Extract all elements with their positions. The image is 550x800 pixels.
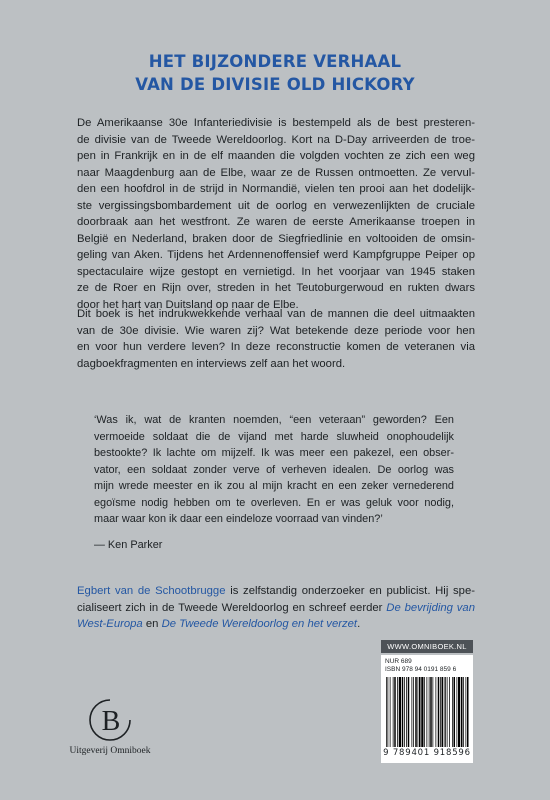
barcode-bar <box>454 677 456 747</box>
barcode-bar <box>429 677 430 747</box>
author-bio-text-2: cialiseert zich in de Tweede Wereldoorlog en schreef eerder <box>77 601 387 614</box>
barcode-bar <box>466 677 467 747</box>
barcode-bar <box>436 677 437 747</box>
quote-line: vator, een soldaat zonder verve of verheven idealen. De oorlog was <box>94 463 454 476</box>
barcode-bar <box>438 677 440 747</box>
intro-line: naar Maagdenburg aan de Elbe, waar ze de Russen ontmoetten. Ze vervul- <box>77 166 475 179</box>
intro-line: doorbraak aan het westfront. Ze waren de eerste Amerikaanse troepen in <box>77 216 475 229</box>
barcode-image <box>384 677 470 747</box>
barcode-bar <box>404 677 405 747</box>
author-name: Egbert van de Schootbrugge <box>77 585 226 597</box>
quote-line: bestookte? Ik lachte om mijzelf. Ik was meer een pakezel, een obser- <box>94 447 454 459</box>
barcode-bar <box>452 677 453 747</box>
quote-line: ‘Was ik, wat de kranten noemden, “een veteraan” geworden? Een <box>94 414 454 426</box>
barcode-bar <box>415 677 417 747</box>
nur-code: NUR 689 <box>385 658 412 665</box>
ean-number: 9 789401 918596 <box>383 748 471 758</box>
barcode-bar <box>421 677 423 747</box>
quote-line: vermoeide soldaat die de vijand met harde sluwheid onophoudelijk <box>94 430 454 443</box>
intro-line: door het hart van Duitsland op naar de Elbe. <box>77 299 299 312</box>
second-line: en voor hun verdere leven? In deze reconstructie komen de veteranen via <box>77 341 475 354</box>
author-bio-text-4: . <box>357 618 361 631</box>
author-bio <box>77 583 475 633</box>
barcode-bar <box>390 677 391 747</box>
barcode-bar <box>427 677 428 747</box>
barcode-bar <box>442 677 444 747</box>
barcode-bar <box>393 677 394 747</box>
barcode-bar <box>397 677 398 747</box>
author-bio-line-1 <box>77 583 475 600</box>
intro-line: den een hoofdrol in de strijd in Normandië, vielen ten prooi aan het dodelijk- <box>77 183 475 196</box>
barcode-bar <box>418 677 419 747</box>
publisher-url: WWW.OMNIBOEK.NL <box>381 640 473 653</box>
title-line-2: VAN DE DIVISIE OLD HICKORY <box>135 75 415 94</box>
barcode-bar <box>440 677 441 747</box>
author-book-2: De Tweede Wereldoorlog en het verzet <box>161 618 358 631</box>
barcode-bar <box>402 677 404 747</box>
author-bio-text-1: is zelfstandig onderzoeker en publicist. Hij spe- <box>225 585 476 597</box>
barcode-bar <box>445 677 446 747</box>
title-line-1: HET BIJZONDERE VERHAAL <box>148 52 402 71</box>
intro-line: pen in Frankrijk en in de elf maanden die volgden vochten ze zich een weg <box>77 150 475 163</box>
quote-line: egoïsme nodig hebben om te overleven. En er was geluk voor nodig, <box>94 496 454 509</box>
publisher-name: Uitgeverij Omniboek <box>69 746 151 756</box>
barcode-bar <box>449 677 450 747</box>
barcode-bar <box>458 677 460 747</box>
barcode-bar <box>412 677 413 747</box>
author-bio-line-2 <box>77 600 475 617</box>
barcode-bar <box>467 677 469 747</box>
barcode-bar <box>399 677 401 747</box>
title <box>0 50 550 96</box>
barcode-bar <box>447 677 448 747</box>
barcode-bar <box>394 677 396 747</box>
barcode-bar <box>419 677 421 747</box>
intro-line: geling van Aken. Tijdens het Ardennenoffensief werd Kampfgruppe Peiper op <box>77 249 475 262</box>
barcode-bar <box>386 677 387 747</box>
barcode-bar <box>388 677 389 747</box>
author-book-1: De bevrijding van <box>386 601 475 614</box>
quote-line: mijn wrede meester en ik zou al mijn kracht en een zeker vernederend <box>94 480 454 492</box>
second-line: van de 30e divisie. Wie waren zij? Wat betekende deze periode voor hen <box>77 324 475 337</box>
publisher-logo-icon <box>85 695 135 745</box>
second-line: dagboekfragmenten en interviews zelf aan het woord. <box>77 357 346 370</box>
intro-line: ste vergissingsbombardement uit de oorlog en verwezenlijkten de cruciale <box>77 199 475 212</box>
intro-line: ze de Roer en Rijn over, streden in het Teutoburgerwoud en rukten dwars <box>77 282 475 295</box>
barcode-bar <box>461 677 463 747</box>
author-bio-line-3 <box>77 616 475 633</box>
barcode-bar <box>413 677 414 747</box>
intro-line: België en Nederland, braken door de Siegfriedlinie en voltooiden de omsin- <box>77 232 475 245</box>
second-line: Dit boek is het indrukwekkende verhaal van de mannen die deel uitmaakten <box>77 308 475 320</box>
publisher-logo-letter: B <box>101 706 121 737</box>
isbn-code: ISBN 978 94 0191 859 6 <box>385 666 457 673</box>
intro-paragraph <box>77 115 475 314</box>
barcode-bar <box>433 677 434 747</box>
barcode-bar <box>430 677 432 747</box>
second-paragraph <box>77 306 475 372</box>
barcode-bar <box>463 677 464 747</box>
barcode-bar <box>457 677 458 747</box>
barcode-bar <box>408 677 410 747</box>
quote-attribution: — Ken Parker <box>94 539 163 551</box>
intro-line: spectaculaire wijze gestopt en vernietigd. In het voorjaar van 1945 staken <box>77 265 475 278</box>
author-book-1-cont: West-Europa <box>77 618 143 631</box>
barcode-bar <box>444 677 445 747</box>
intro-line: De Amerikaanse 30e Infanteriedivisie is bestempeld als de best presteren- <box>77 117 475 129</box>
quote-block <box>94 412 454 528</box>
author-bio-text-3: en <box>142 618 162 631</box>
quote-line: maar waar kon ik daar een eindeloze voorraad van vinden?’ <box>94 513 383 525</box>
barcode-bar <box>406 677 407 747</box>
barcode-panel <box>381 655 473 763</box>
intro-line: de divisie van de Tweede Wereldoorlog. Kort na D-Day arriveerden de troe- <box>77 133 475 146</box>
barcode-bar <box>424 677 425 747</box>
